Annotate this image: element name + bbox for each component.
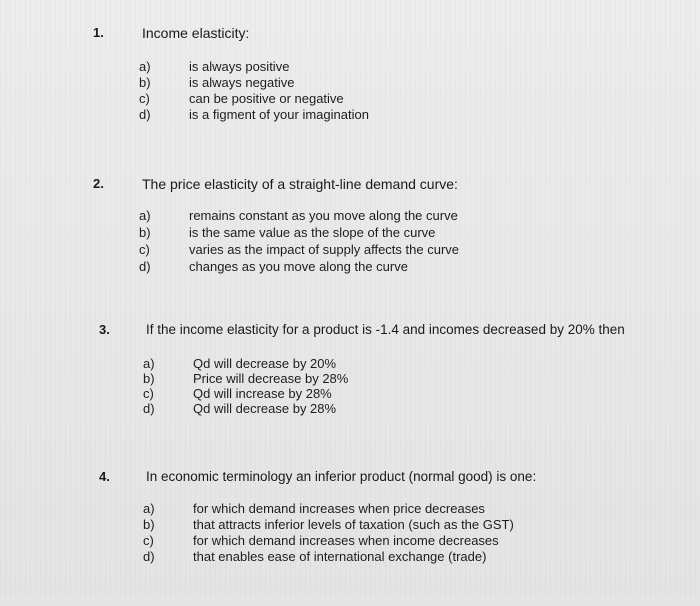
option-d — [0, 259, 700, 276]
option-text: for which demand increases when income decreases — [193, 533, 499, 548]
option-letter: d) — [139, 107, 151, 122]
question-number: 2. — [93, 176, 104, 191]
option-letter: c) — [143, 533, 154, 548]
question-number: 3. — [99, 322, 110, 337]
page-bottom-edge — [0, 597, 700, 606]
option-text: can be positive or negative — [189, 91, 344, 106]
option-b — [0, 225, 700, 242]
option-text: Qd will decrease by 28% — [193, 401, 337, 416]
question-text: In economic terminology an inferior product (normal good) is one: — [146, 469, 537, 484]
option-b — [0, 517, 700, 534]
option-text: that enables ease of international exchange (trade) — [193, 549, 487, 564]
option-letter: b) — [143, 371, 155, 386]
option-letter: a) — [139, 59, 151, 74]
option-letter: c) — [139, 91, 150, 106]
question-text: The price elasticity of a straight-line demand curve: — [142, 176, 458, 192]
option-text: varies as the impact of supply affects the curve — [189, 242, 460, 257]
option-c — [0, 242, 700, 259]
option-letter: a) — [139, 208, 151, 223]
option-letter: a) — [143, 356, 155, 371]
question-number: 4. — [99, 469, 110, 484]
option-b — [0, 75, 700, 92]
option-text: for which demand increases when price decreases — [193, 501, 485, 516]
option-text: Price will decrease by 28% — [193, 371, 349, 386]
option-a — [0, 501, 700, 518]
option-letter: b) — [139, 75, 151, 90]
option-a — [0, 59, 700, 76]
option-d — [0, 549, 700, 566]
option-a — [0, 208, 700, 225]
option-letter: d) — [143, 549, 155, 564]
option-letter: a) — [143, 501, 155, 516]
option-d — [0, 401, 700, 418]
option-letter: d) — [143, 401, 155, 416]
option-c — [0, 533, 700, 550]
option-letter: d) — [139, 259, 151, 274]
option-text: is always positive — [189, 59, 290, 74]
option-text: that attracts inferior levels of taxation (such as the GST) — [193, 517, 514, 532]
option-letter: c) — [143, 386, 154, 401]
option-letter: b) — [143, 517, 155, 532]
option-text: Qd will decrease by 20% — [193, 356, 337, 371]
option-text: is the same value as the slope of the curve — [189, 225, 436, 240]
question-text: If the income elasticity for a product is -1.4 and incomes decreased by 20% then — [146, 322, 625, 337]
option-letter: c) — [139, 242, 150, 257]
option-c — [0, 91, 700, 108]
question-number: 1. — [93, 25, 104, 40]
option-text: remains constant as you move along the curve — [189, 208, 458, 223]
question-text: Income elasticity: — [142, 25, 250, 41]
option-letter: b) — [139, 225, 151, 240]
option-text: is a figment of your imagination — [189, 107, 369, 122]
option-d — [0, 107, 700, 124]
option-text: is always negative — [189, 75, 295, 90]
option-text: Qd will increase by 28% — [193, 386, 332, 401]
option-text: changes as you move along the curve — [189, 259, 408, 274]
